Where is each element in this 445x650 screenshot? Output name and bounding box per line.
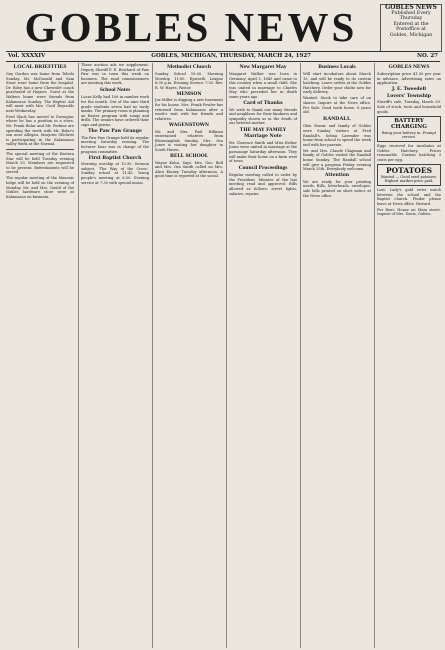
section-heading: J. E. Tweedell (391, 87, 427, 93)
article-text: Mr. Clarence Smith and Miss Esther Jones were united in marriage at the parsonage Saturday afternoon. They will make their home on a farm west of town. (229, 140, 297, 164)
section-heading: Attention (324, 173, 350, 179)
section-heading: Card of Thanks (243, 101, 283, 107)
section-heading: GOBLES NEWS (388, 64, 430, 70)
issue-number: NO. 27 (417, 53, 438, 59)
section-heading: School Notes (99, 87, 131, 94)
article-text: The special meeting of the Eastern Star will be held Tuesday evening March 29. Members are requested to be present. Refreshments will be served. (6, 152, 74, 175)
ad-text: Wanted — Good seed potatoes. Highest market price paid. (380, 174, 438, 184)
article-text: Wanted: Stock to take care of on shares. Inquire at the News office. For Sale: Good work horse, 8 years old. (303, 96, 371, 115)
newspaper-title: GOBLES NEWS (24, 4, 358, 50)
article-text: We are ready for your printing needs. Bills, letterheads, envelopes, sale bills printed on short notice at the News office. (303, 179, 371, 198)
article-text: Lost: Lady's gold wrist watch between the school and the Baptist church. Finder please leave at News office. Reward. (377, 188, 441, 206)
ad-text: Bring your battery in. Prompt service. (381, 130, 437, 140)
article-text: Eggs received for incubator at Gobles Hatchery. Prices reasonable. Custom hatching 3 cents per egg. (377, 143, 441, 162)
article-text: Regular meeting called to order by the President. Minutes of the last meeting read and approved. Bills allowed as follows: street lights, salaries, repairs. (229, 173, 297, 196)
article-text: Margaret Walker was born in Germany, April 3, 1845 and came to this country when a small child. She was united in marriage to Charles May who preceded her in death some years ago. (229, 72, 297, 99)
article-text: We wish to thank our many friends and neighbors for their kindness and sympathy shown us in the death of our beloved mother. (229, 107, 297, 126)
section-heading: Marriage Note (244, 134, 282, 140)
article-text: The regular meeting of the Masonic lodge will be held on the evening of Monday. Mr. and Mrs. Gould of the Gobles hardware store were at Kalamazoo on business. (6, 176, 74, 199)
section-heading: MEMSON (176, 91, 202, 97)
article-text: Sheriff's sale, Tuesday, March 29. Sale of stock, tools and household goods. (377, 100, 441, 114)
section-heading: RANDALL (323, 116, 351, 123)
ear-line: Entered at the Postoffice at (393, 21, 429, 33)
article-text: The Paw Paw Grange held its regular meeting Saturday evening. The lecturer hour was in charge of the program committee. (81, 135, 149, 154)
article-text: Wayne Kuhn, Supt. Mrs. Geo. Bell and Mrs. Ora Smith called on Mrs. Alice Kinney Tuesday afternoon. A good time is reported at the social. (155, 160, 223, 179)
ad-name: BATTERY CHARGING (390, 117, 427, 131)
column-2 (78, 63, 151, 648)
section-heading: THE MAY FAMILY (239, 127, 287, 133)
ad-name: POTATOES (386, 165, 432, 175)
column-6 (374, 63, 441, 648)
column-5 (300, 63, 373, 648)
advertisement (377, 164, 441, 186)
column-1 (6, 63, 76, 648)
ear-heading: GOBLES NEWS (385, 4, 437, 11)
column-3 (152, 63, 225, 648)
article-text: Fred Slack has moved to Dowagiac where he has a position in a store. Mr. Frank Bolar and Mr. Perkins are spending the week with Mr. Bolar's son near Allegan. Marjorie Gilchrist is participating in the Kalamazoo valley Week at the Normal. (6, 114, 74, 147)
ear-line: Gobles, Michigan (389, 32, 433, 38)
article-text: For Rent: House on Main street. Inquire of Mrs. Davis, Gobles. (377, 207, 441, 217)
section-heading: WAGENSTOWN (168, 122, 210, 128)
article-text: Glen Farrar and family of Gobles were Sunday visitors at Fred Randall's. Selma Lavender was home from school to spend the week end with her parents. (303, 124, 371, 147)
article-text: Sunday School 10:00. Morning Worship 11:00. Epworth League 6:30 p.m. Evening Service 7:30. Rev. R. W. Hayes, Pastor. (155, 72, 223, 90)
section-heading: The Paw Paw Grange (88, 129, 142, 135)
section-heading: New Margaret May (239, 64, 287, 70)
article-text: Mr. and Mrs. Paul Hillman entertained relatives from Bloomingdale Sunday. Mrs. Ora Jones is visiting her daughter in South Haven. (155, 129, 223, 152)
place-date: GOBLES, MICHIGAN, THURSDAY, MARCH 24, 1927 (151, 53, 311, 59)
article-text: Lucas Kelly had 100 in number work for the month. Out of the nine third grade students seven had no tardy marks. The primary room is planning an Easter program with songs and drills. The seniors have ordered their caps and gowns. (81, 95, 149, 128)
section-heading: Business Locals (318, 64, 356, 70)
article-text: These auction ads we supplement. Deputy Sheriff F. E. Reichard of Paw Paw was in town this week on business. The road commissioners are meeting this week. (81, 63, 149, 86)
article-text: Morning worship at 10:30. Sermon subject, 'The Way of the Cross'. Sunday school at 11:45. Young people's meeting at 6:30. Evening service at 7:30 with special music. (81, 162, 149, 185)
dateline (6, 51, 440, 62)
article-text: Joe Miller is digging a new basement for his house. Mrs. Frank Fowler has returned from Kalamazoo after a week's visit with her friends and relatives. (155, 98, 223, 121)
masthead (6, 4, 376, 52)
ear-line: Published Every Thursday (391, 10, 431, 22)
advertisement (377, 116, 441, 142)
section-heading: Council Proceedings (238, 165, 288, 172)
article-text: Guy Gordon was home from Toledo Sunday. Mr. McDonald and Sam Stout were home from the hospital. Dr. Riley has a new Chevrolet coach purchased of Haynes. Guest at the Walters home were friends from Kalamazoo Sunday. The Baptist Aid will meet with Mrs. Cecil Reynolds next Wednesday. (6, 72, 74, 113)
section-heading: Lovers' Township (386, 93, 432, 99)
ear-box (380, 4, 442, 52)
section-heading: LOCAL BRIEFITIES (13, 64, 67, 70)
column-4 (226, 63, 299, 648)
article-text: Mr. and Mrs. Claude Chapman and family of Gobles visited the Randall home Sunday. The Randall school will give a program Friday evening March 25th. Everybody welcome. (303, 148, 371, 172)
article-text: Will start incubators about March 15, and will be ready to do custom hatching. Leave orders at the Gobles Hatchery. Order your chicks now for early delivery. (303, 72, 371, 95)
section-heading: First Baptist Church (88, 155, 142, 161)
volume-number: Vol. XXXXIV (8, 53, 46, 59)
section-heading: BELL SCHOOL (170, 154, 208, 159)
section-heading: Methodist Church (167, 64, 211, 70)
columns (6, 63, 440, 648)
article-text: Subscription price $1.50 per year in advance. Advertising rates on application. (377, 72, 441, 86)
